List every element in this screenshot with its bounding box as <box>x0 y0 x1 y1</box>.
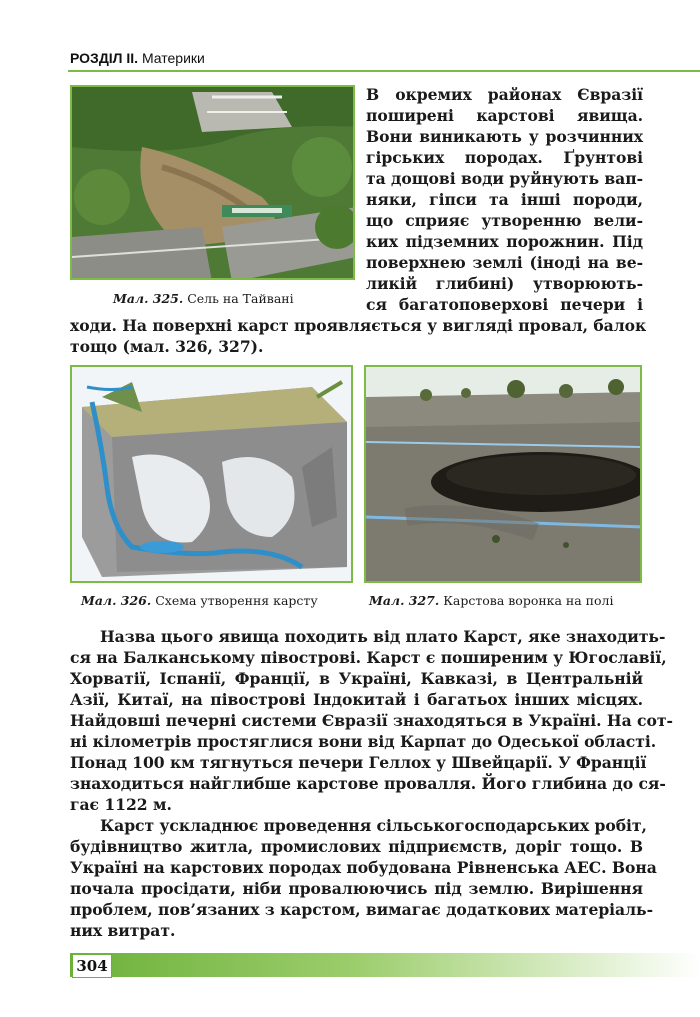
text-line: знаходиться найглибше карстове провалля. Його глибина до ся- <box>70 774 666 793</box>
footer-bar <box>70 953 700 977</box>
text-line: Азії, Китаї, на півострові Індокитай і багатьох інших місцях. <box>70 690 643 709</box>
text-line: них витрат. <box>70 921 176 940</box>
text-line: ся багатоповерхові печери і <box>366 295 643 314</box>
figure-325-text: Сель на Тайвані <box>187 291 294 306</box>
section-subtitle: Материки <box>141 50 205 66</box>
text-line: поширені карстові явища. <box>366 106 643 125</box>
header-divider <box>68 70 700 72</box>
figure-326-caption <box>81 593 318 608</box>
text-line: ких підземних порожнин. Під <box>366 232 643 251</box>
figure-327-label: Мал. 327. <box>369 593 440 608</box>
text-line: Понад 100 км тягнуться печери Геллох у Швейцарії. У Франції <box>70 753 647 772</box>
text-line: гає 1122 м. <box>70 795 172 814</box>
figure-327-caption <box>369 593 613 608</box>
paragraph-1 <box>70 84 647 357</box>
figure-326-diagram <box>70 365 353 583</box>
text-line: няки, гіпси та інші породи, <box>366 190 643 209</box>
text-line: проблем, пов’язаних з карстом, вимагає додаткових матеріаль- <box>70 900 653 919</box>
sinkhole-illustration <box>366 367 642 583</box>
page-number: 304 <box>72 954 112 978</box>
text-line: гірських породах. Ґрунтові <box>366 148 643 167</box>
text-line: ходи. На поверхні карст проявляється у вигляді провал, балок <box>70 316 647 335</box>
text-line: будівництво житла, промислових підприємств, доріг тощо. В <box>70 837 643 856</box>
text-line: тощо (мал. 326, 327). <box>70 337 264 356</box>
text-line: Найдовші печерні системи Євразії знаходяться в Україні. На сот- <box>70 711 673 730</box>
text-line: почала просідати, ніби провалюючись під землю. Вирішення <box>70 879 643 898</box>
figure-326-label: Мал. 326. <box>81 593 152 608</box>
paragraph-2 <box>70 626 673 815</box>
text-line: що сприяє утворенню вели- <box>366 211 643 230</box>
figure-327-text: Карстова воронка на полі <box>443 593 614 608</box>
karst-scheme-illustration <box>72 367 353 583</box>
text-line: ні кілометрів простяглися вони від Карпат до Одеської області. <box>70 732 657 751</box>
text-line: поверхнею землі (іноді на ве- <box>366 253 643 272</box>
text-line: ликій глибині) утворюють- <box>366 274 643 293</box>
text-line: Карст ускладнює проведення сільськогосподарських робіт, <box>100 816 647 835</box>
page-header <box>70 50 205 66</box>
text-line: ся на Балканському півострові. Карст є поширеним у Югославії, <box>70 648 667 667</box>
figure-326-text: Схема утворення карсту <box>155 593 318 608</box>
section-label: РОЗДІЛ ІІ. <box>70 50 139 66</box>
text-line: Вони виникають у розчинних <box>366 127 643 146</box>
text-line: Хорватії, Іспанії, Франції, в Україні, Кавказі, в Центральній <box>70 669 643 688</box>
figure-325-label: Мал. 325. <box>113 291 184 306</box>
text-line: та дощові води руйнують вап- <box>366 169 644 188</box>
text-line: В окремих районах Євразії <box>366 85 643 104</box>
figure-327-photo <box>364 365 642 583</box>
text-line: Назва цього явища походить від плато Карст, яке знаходить- <box>100 627 666 646</box>
text-line: Україні на карстових породах побудована Рівненська АЕС. Вона <box>70 858 657 877</box>
paragraph-3 <box>70 815 657 941</box>
